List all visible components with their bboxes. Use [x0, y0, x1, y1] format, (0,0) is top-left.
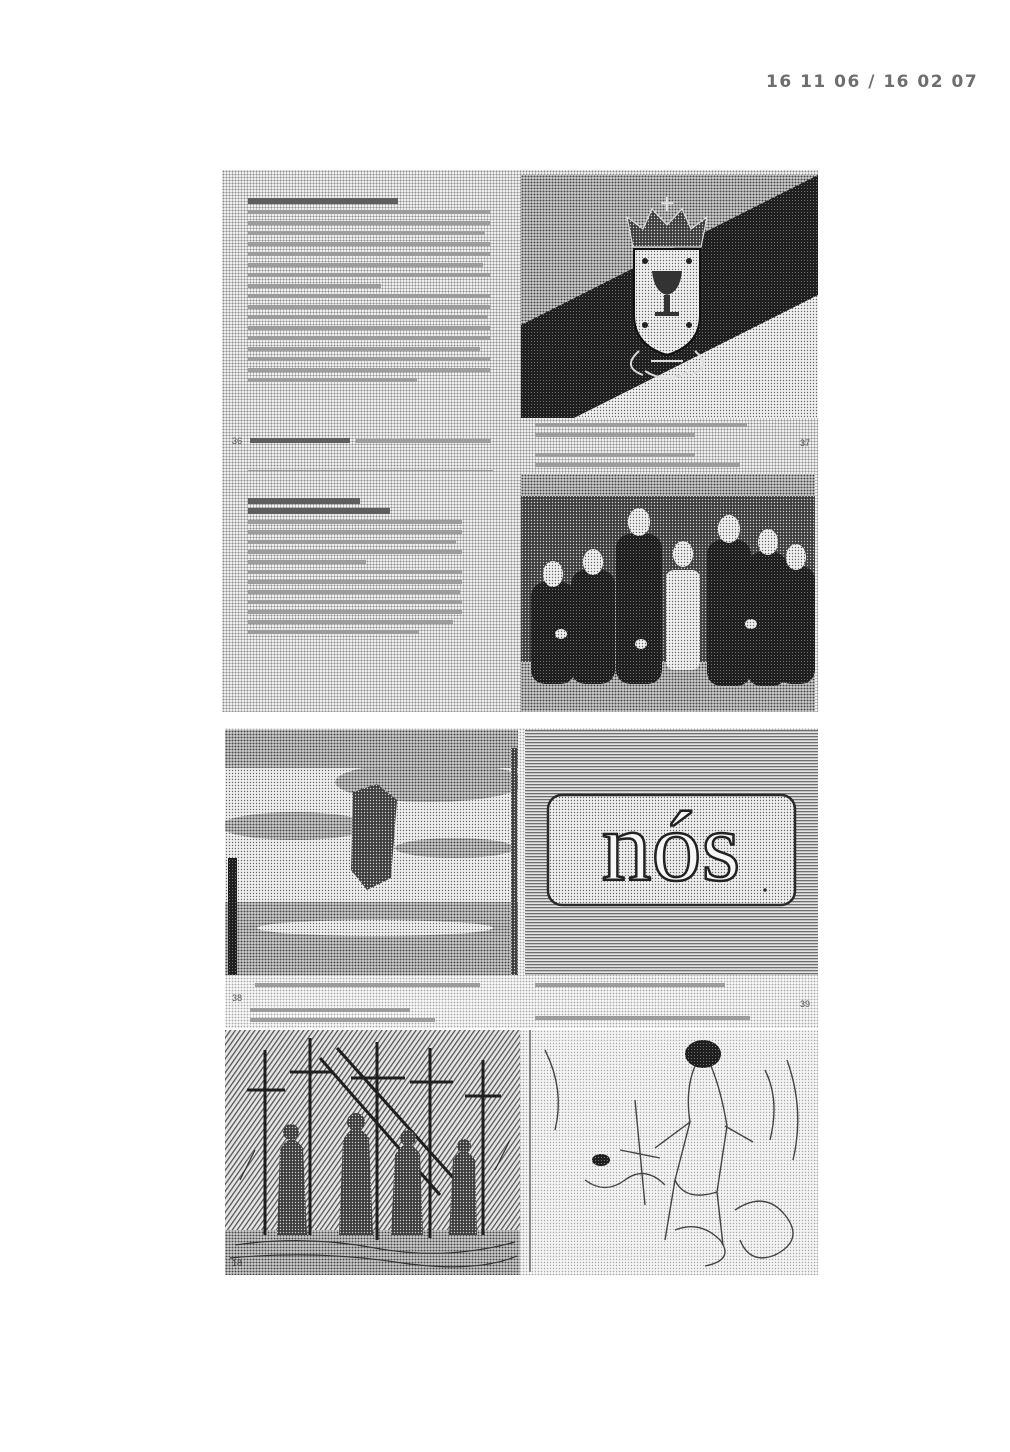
page-number-right: 37 — [800, 438, 811, 448]
text-line — [248, 610, 462, 614]
photo-caption-line — [535, 463, 740, 467]
text-line — [248, 305, 490, 309]
text-line — [248, 368, 490, 372]
seascape-photo — [225, 730, 518, 975]
spread-top — [222, 170, 818, 712]
text-line — [248, 294, 490, 298]
photo-caption-line — [255, 983, 480, 987]
nos-logo-text: nós — [601, 791, 741, 902]
sketch-illustration — [525, 1030, 815, 1272]
sketch-paper-texture — [525, 1030, 815, 1272]
text-line — [248, 347, 480, 351]
text-line — [248, 630, 419, 634]
text-line — [248, 570, 462, 574]
spread-bottom — [225, 1030, 818, 1275]
text-line — [248, 284, 381, 288]
text-line — [248, 231, 485, 235]
text-line — [248, 540, 456, 544]
engraving-ground — [225, 1230, 520, 1275]
text-line — [248, 560, 366, 564]
engraving-illustration — [225, 1030, 520, 1275]
text-line — [248, 273, 490, 277]
header-rule — [248, 470, 493, 471]
small-dark-mark — [592, 1154, 610, 1166]
text-line — [248, 357, 490, 361]
photo-caption-line — [535, 423, 747, 427]
date-range-header: 16 11 06 / 16 02 07 — [766, 72, 979, 92]
text-line — [248, 326, 490, 330]
photo-caption-line — [250, 1008, 410, 1012]
text-line — [248, 530, 462, 534]
page-number-left: 36 — [232, 436, 243, 446]
left-edge-shadow — [228, 858, 237, 975]
text-line — [248, 263, 483, 267]
section-heading — [248, 498, 360, 504]
sea-surface — [225, 902, 518, 975]
text-line — [248, 242, 490, 246]
text-line — [248, 520, 462, 524]
photo-caption-line — [535, 433, 695, 437]
text-line — [248, 336, 490, 340]
spread-middle — [225, 728, 818, 1028]
right-edge-shadow — [511, 748, 517, 975]
photo-caption-line — [535, 983, 725, 987]
text-line — [248, 221, 490, 225]
page-number-right: 39 — [800, 999, 811, 1009]
group-portrait-photo — [521, 474, 815, 712]
text-line — [248, 600, 462, 604]
running-header-subtitle — [356, 439, 491, 443]
page-number-left: 38 — [232, 993, 243, 1003]
running-header — [250, 438, 350, 443]
text-line — [248, 590, 460, 594]
photo-caption-line — [250, 1018, 435, 1022]
text-line — [248, 378, 417, 382]
figure-hair — [685, 1040, 721, 1068]
logo-mark-dot — [763, 888, 767, 892]
text-line — [248, 210, 490, 214]
nos-logo-panel — [525, 730, 818, 975]
section-heading — [248, 198, 398, 204]
text-line — [248, 252, 490, 256]
photo-caption-line — [535, 453, 695, 457]
flag-photo — [521, 175, 818, 418]
wave-highlight — [257, 920, 493, 936]
page-number-left: 18 — [232, 1258, 243, 1268]
text-line — [248, 550, 462, 554]
photo-wall — [521, 474, 815, 496]
text-line — [248, 620, 453, 624]
section-heading — [248, 508, 390, 514]
text-line — [248, 315, 488, 319]
photo-caption-line — [535, 1016, 750, 1020]
text-line — [248, 580, 462, 584]
rock-outcrop — [351, 784, 397, 890]
